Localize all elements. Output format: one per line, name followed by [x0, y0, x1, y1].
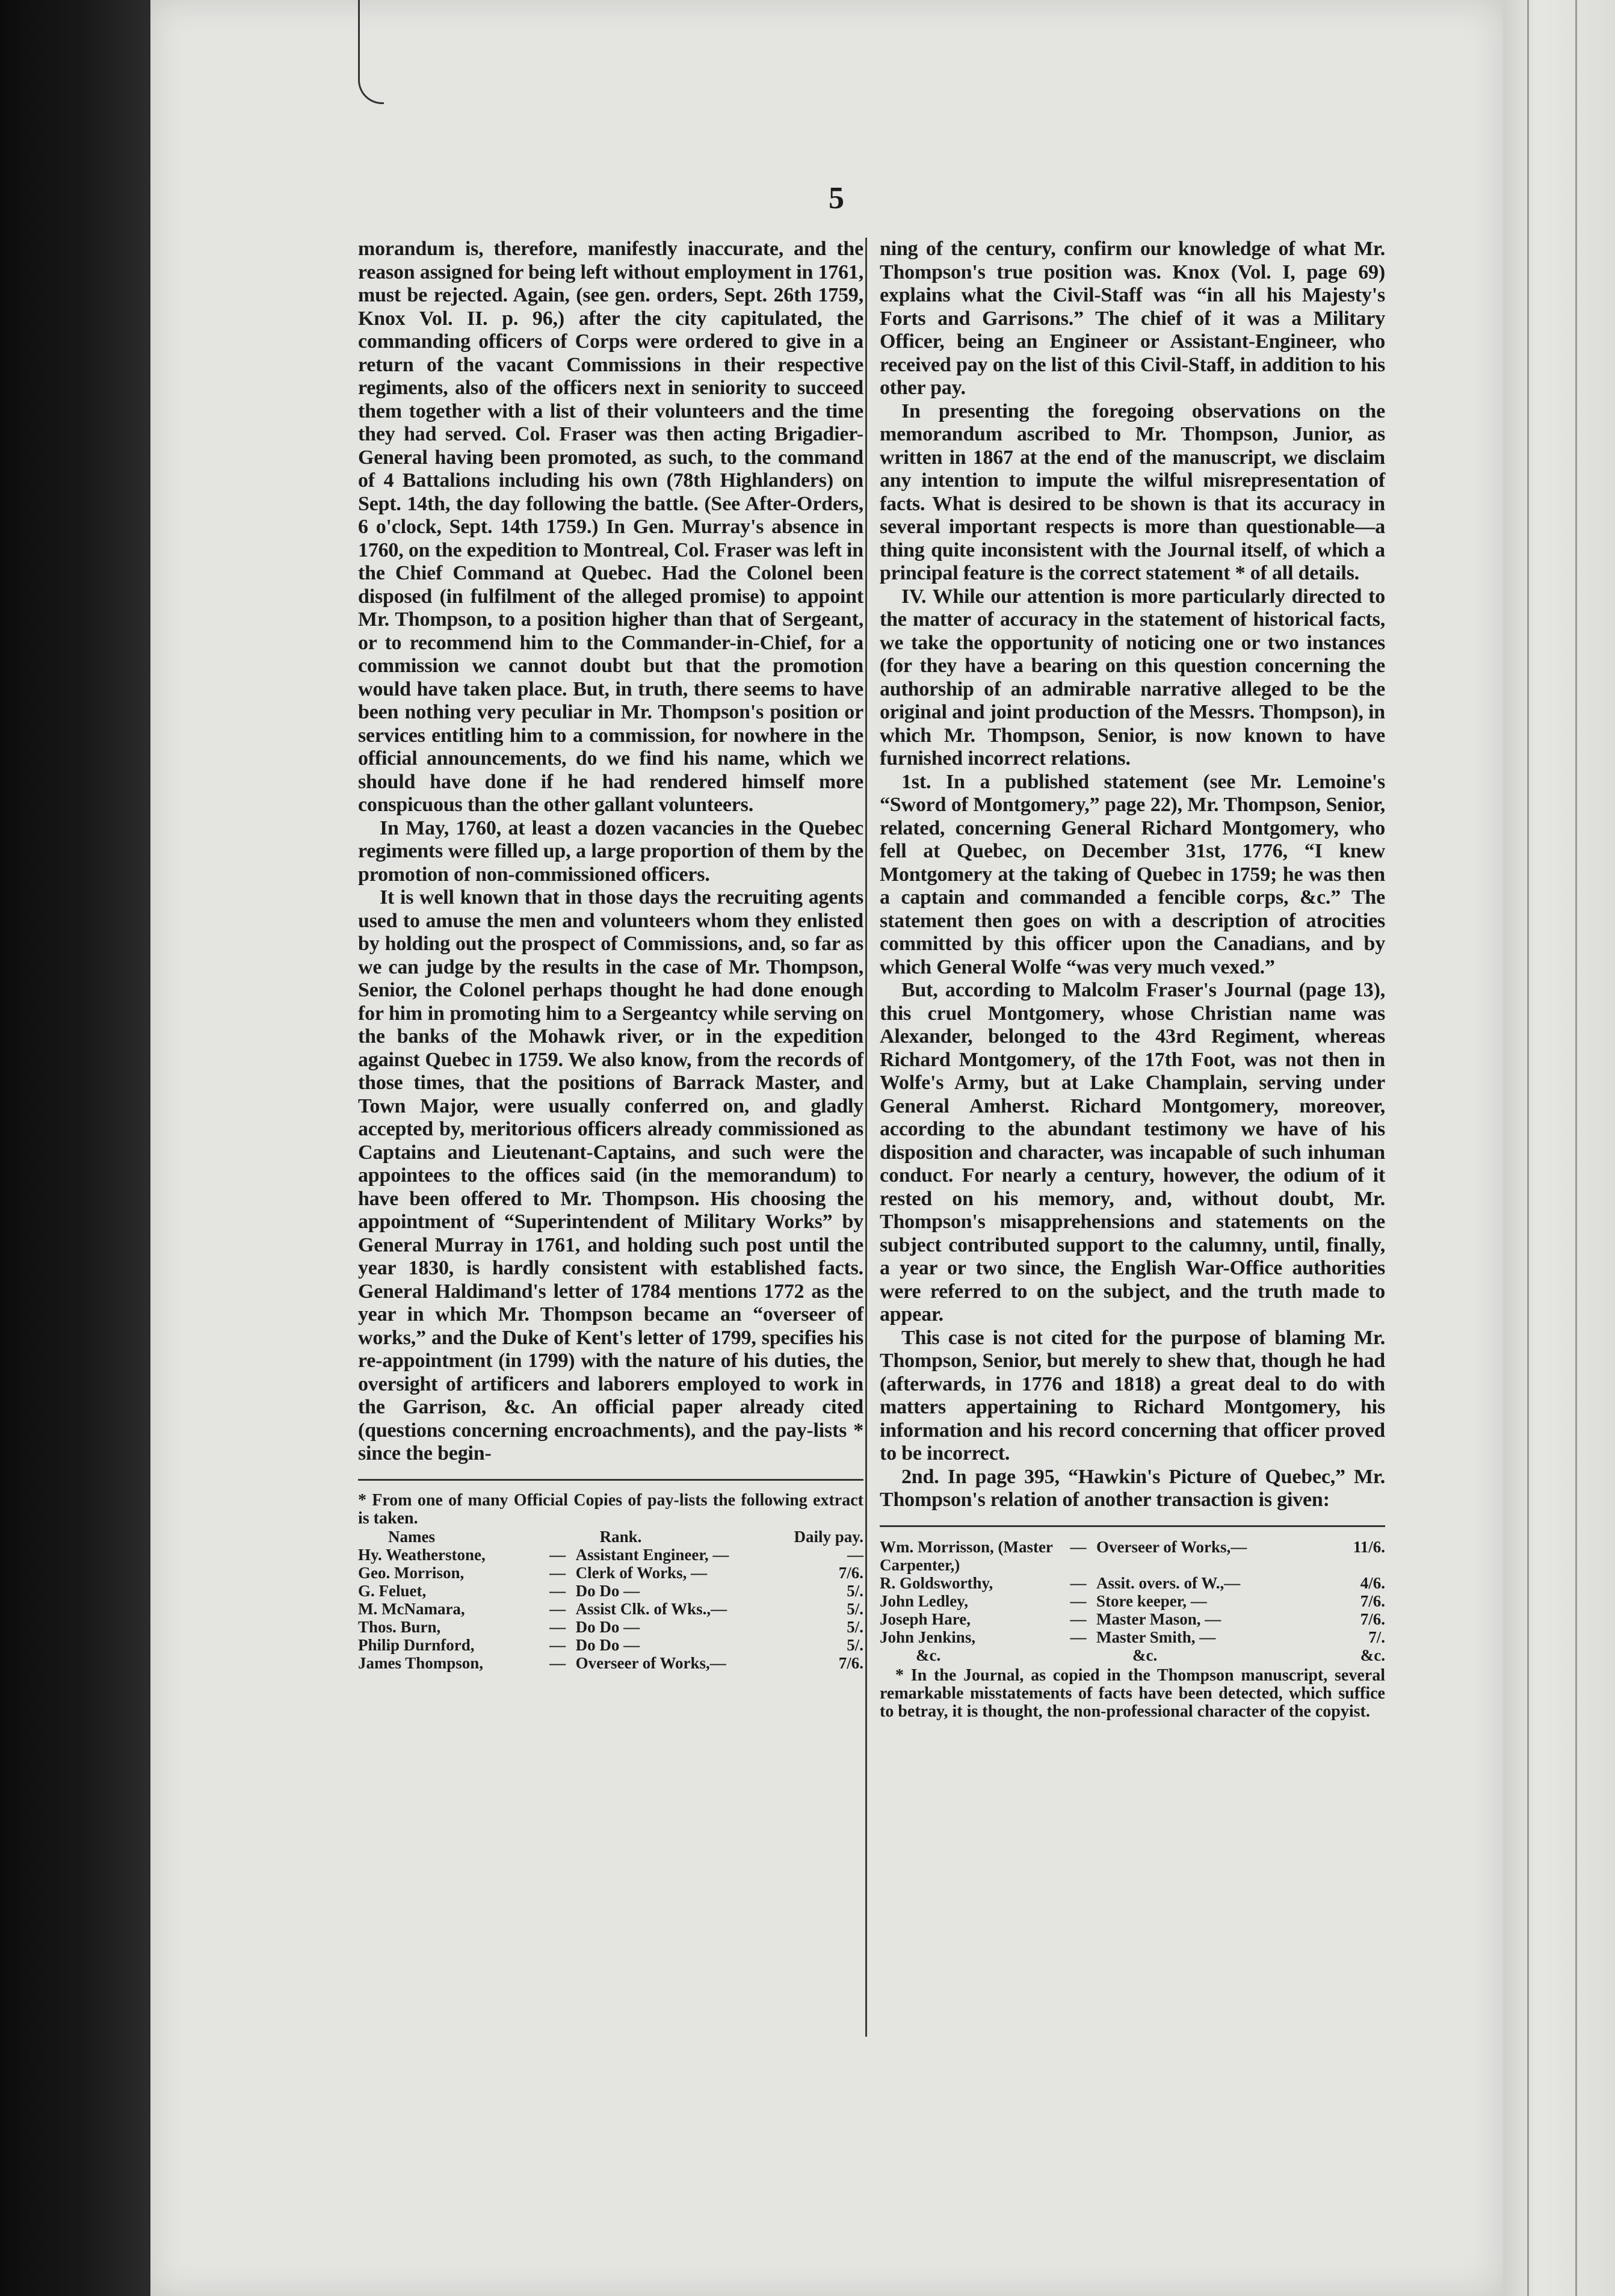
footnote-note: * In the Journal, as copied in the Thompson manuscript, several remarkable misstatements of facts have been detected, which suffice to betray, it is thought, the non-professional character of the copyist. — [880, 1665, 1385, 1721]
paragraph: In May, 1760, at least a dozen vacancies in the Quebec regiments were filled up, a large proportion of them by the promotion of non-commissioned officers. — [358, 816, 863, 886]
page-number: 5 — [829, 181, 844, 215]
table-row: Hy. Weatherstone, — Assistant Engineer, — — — [358, 1545, 863, 1564]
column-divider — [865, 238, 867, 2037]
table-row: M. McNamara, — Assist Clk. of Wks.,— 5/. — [358, 1599, 863, 1618]
footnote-intro: * From one of many Official Copies of pay-lists the following extract is taken. — [358, 1490, 863, 1528]
footnote-rule — [880, 1525, 1385, 1527]
paragraph: This case is not cited for the purpose of blaming Mr. Thompson, Senior, but merely to shew that, though he had (afterwards, in 1776 and 1818) a great deal to do with matters appertaining to Richard Montgomery, his information and his record concerning that officer proved to be incorrect. — [880, 1326, 1385, 1464]
table-row: Philip Durnford, — Do Do — 5/. — [358, 1635, 863, 1654]
table-row: R. Goldsworthy, — Assit. overs. of W.,— 4/6. — [880, 1573, 1385, 1592]
paragraph: 1st. In a published statement (see Mr. Lemoine's “Sword of Montgomery,” page 22), Mr. Thompson, Senior, related, concerning General Richard Montgomery, who fell at Quebec, on December 31st, 1776, “I knew Montgomery at the taking of Quebec in 1759; he was then a captain and commanded a fencible corps, &c.” The statement then goes on with a description of atrocities committed by this officer upon the Canadians, and by which General Wolfe “was very much vexed.” — [880, 770, 1385, 978]
table-row: Geo. Morrison, — Clerk of Works, — 7/6. — [358, 1563, 863, 1582]
header-daily-pay: Daily pay. — [794, 1527, 863, 1546]
right-column — [880, 238, 1385, 1721]
table-row: John Ledley, — Store keeper, — 7/6. — [880, 1591, 1385, 1610]
pay-list-table — [358, 1528, 863, 1672]
paragraph: 2nd. In page 395, “Hawkin's Picture of Quebec,” Mr. Thompson's relation of another transaction is given: — [880, 1465, 1385, 1511]
paragraph: morandum is, therefore, manifestly inaccurate, and the reason assigned for being left without employment in 1761, must be rejected. Again, (see gen. orders, Sept. 26th 1759, Knox Vol. II. p. 96,) after the city capitulated, the commanding officers of Corps were ordered to give in a return of the vacant Commissions in their respective regiments, also of the officers next in seniority to succeed them together with a list of their volunteers and the time they had served. Col. Fraser was then acting Brigadier-General having been promoted, as such, to the command of 4 Battalions including his own (78th Highlanders) on Sept. 14th, the day following the battle. (See After-Orders, 6 o'clock, Sept. 14th 1759.) In Gen. Murray's absence in 1760, on the expedition to Montreal, Col. Fraser was left in the Chief Command at Quebec. Had the Colonel been disposed (in fulfilment of the alleged promise) to appoint Mr. Thompson, to a position higher than that of Sergeant, or to recommend him to the Commander-in-Chief, for a commission we cannot doubt but that the promotion would have taken place. But, in truth, there seems to have been nothing very peculiar in Mr. Thompson's position or services entitling him to a commission, for nowhere in the official announcements, do we find his name, which we should have done if he had rendered himself more conspicuous than the other gallant volunteers. — [358, 238, 863, 816]
paragraph: But, according to Malcolm Fraser's Journal (page 13), this cruel Montgomery, whose Christian name was Alexander, belonged to the 43rd Regiment, whereas Richard Montgomery, of the 17th Foot, was not then in Wolfe's Army, but at Lake Champlain, serving under General Amherst. Richard Montgomery, moreover, according to the abundant testimony we have of his disposition and character, was incapable of such inhuman conduct. For nearly a century, however, the odium of it rested on his memory, and, without doubt, Mr. Thompson's misapprehensions and statements on the subject contributed support to the calumny, until, finally, a year or two since, the English War-Office authorities were referred to on the subject, and the truth made to appear. — [880, 979, 1385, 1325]
header-names: Names — [388, 1527, 435, 1546]
table-row: &c. &c. &c. — [916, 1646, 1385, 1664]
scan-left-margin — [0, 0, 150, 2296]
left-column — [358, 238, 863, 1672]
header-rank: Rank. — [599, 1527, 642, 1546]
footnote-rule — [358, 1479, 863, 1481]
paragraph: ning of the century, confirm our knowledge of what Mr. Thompson's true position was. Knox (Vol. I, page 69) explains what the Civil-Staff was “in all his Majesty's Forts and Garrisons.” The chief of it was a Military Officer, being an Engineer or Assistant-Engineer, who received pay on the list of this Civil-Staff, in addition to his other pay. — [880, 238, 1385, 399]
table-row: G. Feluet, — Do Do — 5/. — [358, 1581, 863, 1600]
paragraph: In presenting the foregoing observations on the memorandum ascribed to Mr. Thompson, Junior, as written in 1867 at the end of the manuscript, we disclaim any intention to impute the wilful misrepresentation of facts. What is desired to be shown is that its accuracy in several important respects is more than questionable—a thing quite inconsistent with the Journal itself, of which a principal feature is the correct statement * of all details. — [880, 400, 1385, 584]
paragraph: It is well known that in those days the recruiting agents used to amuse the men and volunteers whom they enlisted by holding out the prospect of Commissions, and, so far as we can judge by the results in the case of Mr. Thompson, Senior, the Colonel perhaps thought he had done enough for him in promoting him to a Sergeantcy while serving on the banks of the Mohawk river, or in the expedition against Quebec in 1759. We also know, from the records of those times, that the positions of Barrack Master, and Town Major, were usually conferred on, and gladly accepted by, meritorious officers already commissioned as Captains and Lieutenant-Captains, and such were the appointees to the offices said (in the memorandum) to have been offered to Mr. Thompson. His choosing the appointment of “Superintendent of Military Works” by General Murray in 1761, and holding such post until the year 1830, is hardly consistent with established facts. General Haldimand's letter of 1784 mentions 1772 as the year in which Mr. Thompson became an “overseer of works,” and the Duke of Kent's letter of 1799, specifies his re-appointment (in 1799) with the nature of his duties, the oversight of artificers and laborers employed to work in the Garrison, &c. An official paper already cited (questions concerning encroachments), and the pay-lists * since the begin- — [358, 886, 863, 1464]
scan-right-margin — [1503, 0, 1615, 2296]
table-row: Wm. Morrisson, (Master Carpenter,) — Overseer of Works,— 11/6. — [880, 1537, 1385, 1574]
table-row: John Jenkins, — Master Smith, — 7/. — [880, 1628, 1385, 1646]
table-row: Thos. Burn, — Do Do — 5/. — [358, 1617, 863, 1636]
paragraph: IV. While our attention is more particularly directed to the matter of accuracy in the statement of historical facts, we take the opportunity of noticing one or two instances (for they have a bearing on this question concerning the authorship of an admirable narrative alleged to be the original and joint production of the Messrs. Thompson), in which Mr. Thompson, Senior, is now known to have furnished incorrect relations. — [880, 585, 1385, 770]
pay-list-table-continued — [880, 1538, 1385, 1664]
table-row: James Thompson, — Overseer of Works,— 7/6. — [358, 1653, 863, 1672]
table-row: Joseph Hare, — Master Mason, — 7/6. — [880, 1609, 1385, 1628]
fold-mark — [358, 0, 384, 104]
